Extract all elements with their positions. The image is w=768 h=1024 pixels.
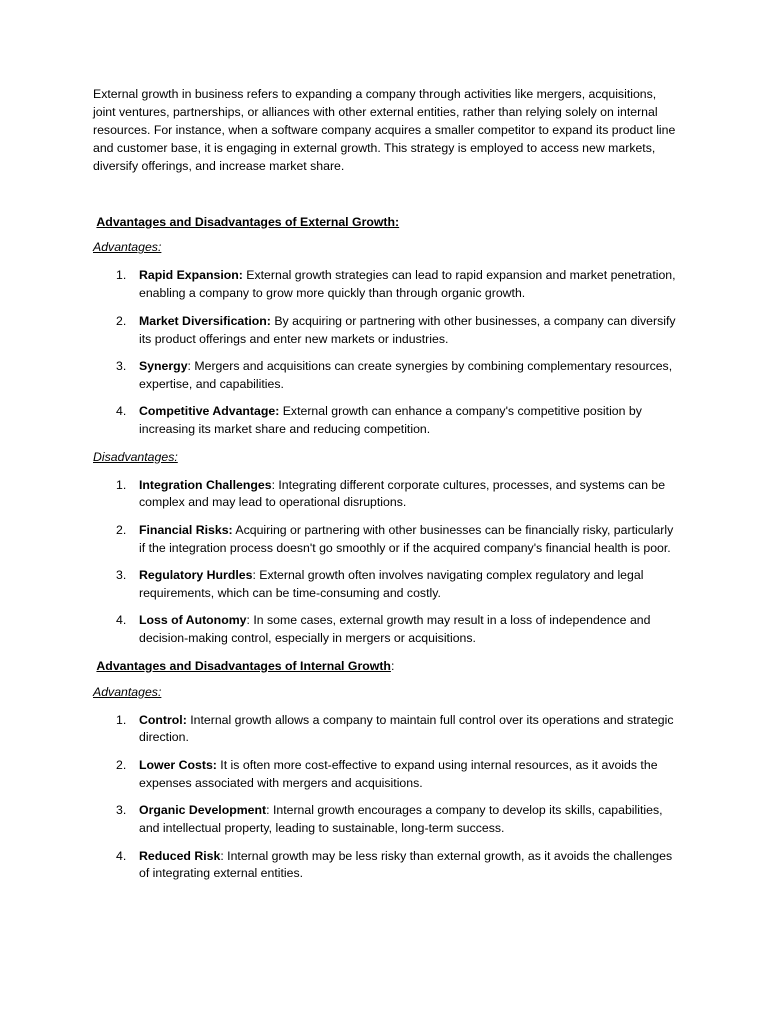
list-item: 1. Rapid Expansion: External growth strategies can lead to rapid expansion and market penetration, enabling a company to grow more quickly than through organic growth. <box>116 268 676 301</box>
external-advantages-label: Advantages: <box>93 240 162 255</box>
list-item: 2. Lower Costs: It is often more cost-effective to expand using internal resources, as it avoids the expenses associated with mergers and acquisitions. <box>116 757 658 790</box>
list-item: 1. Control: Internal growth allows a company to maintain full control over its operations and strategic direction. <box>116 712 674 745</box>
list-item: 3. Organic Development: Internal growth encourages a company to develop its skills, capabilities, and intellectual property, leading to sustainable, long-term success. <box>116 803 663 836</box>
internal-advantages-list <box>93 712 678 884</box>
list-item: 4. Competitive Advantage: External growth can enhance a company's competitive position by increasing its market share and reducing competition. <box>116 404 642 437</box>
list-item: 2. Financial Risks: Acquiring or partnering with other businesses can be financially risky, particularly if the integration process doesn't go smoothly or if the acquired company's financial health is poor. <box>116 522 674 555</box>
list-item: 2. Market Diversification: By acquiring or partnering with other businesses, a company can diversify its product offerings and enter new markets or industries. <box>116 313 676 346</box>
external-growth-heading <box>93 214 678 232</box>
list-item: 3. Regulatory Hurdles: External growth often involves navigating complex regulatory and legal requirements, which can be time-consuming and costly. <box>116 568 644 601</box>
internal-advantages-label: Advantages: <box>93 684 162 699</box>
list-item: 1. Integration Challenges: Integrating different corporate cultures, processes, and systems can be complex and may lead to operational disruptions. <box>116 477 666 510</box>
list-item: 4. Reduced Risk: Internal growth may be less risky than external growth, as it avoids the challenges of integrating external entities. <box>116 848 673 881</box>
external-disadvantages-label: Disadvantages: <box>93 449 178 464</box>
external-growth-heading-text: Advantages and Disadvantages of External Growth: <box>96 214 400 229</box>
internal-growth-heading-text: Advantages and Disadvantages of Internal Growth <box>96 658 391 673</box>
internal-growth-heading: Advantages and Disadvantages of Internal Growth: <box>96 658 395 673</box>
list-item: 3. Synergy: Mergers and acquisitions can create synergies by combining complementary resources, expertise, and capabilities. <box>116 358 673 391</box>
external-advantages-list <box>93 267 678 439</box>
intro-paragraph: External growth in business refers to expanding a company through activities like mergers, acquisitions, joint ventures, partnerships, or alliances with other external entities, rather than relying solely on internal resources. For instance, when a software company acquires a smaller competitor to expand its product line and customer base, it is engaging in external growth. This strategy is employed to access new markets, diversify offerings, and increase market share. <box>93 87 676 173</box>
list-item: 4. Loss of Autonomy: In some cases, external growth may result in a loss of independence and decision-making control, especially in mergers or acquisitions. <box>116 613 651 646</box>
external-disadvantages-list <box>93 477 678 649</box>
